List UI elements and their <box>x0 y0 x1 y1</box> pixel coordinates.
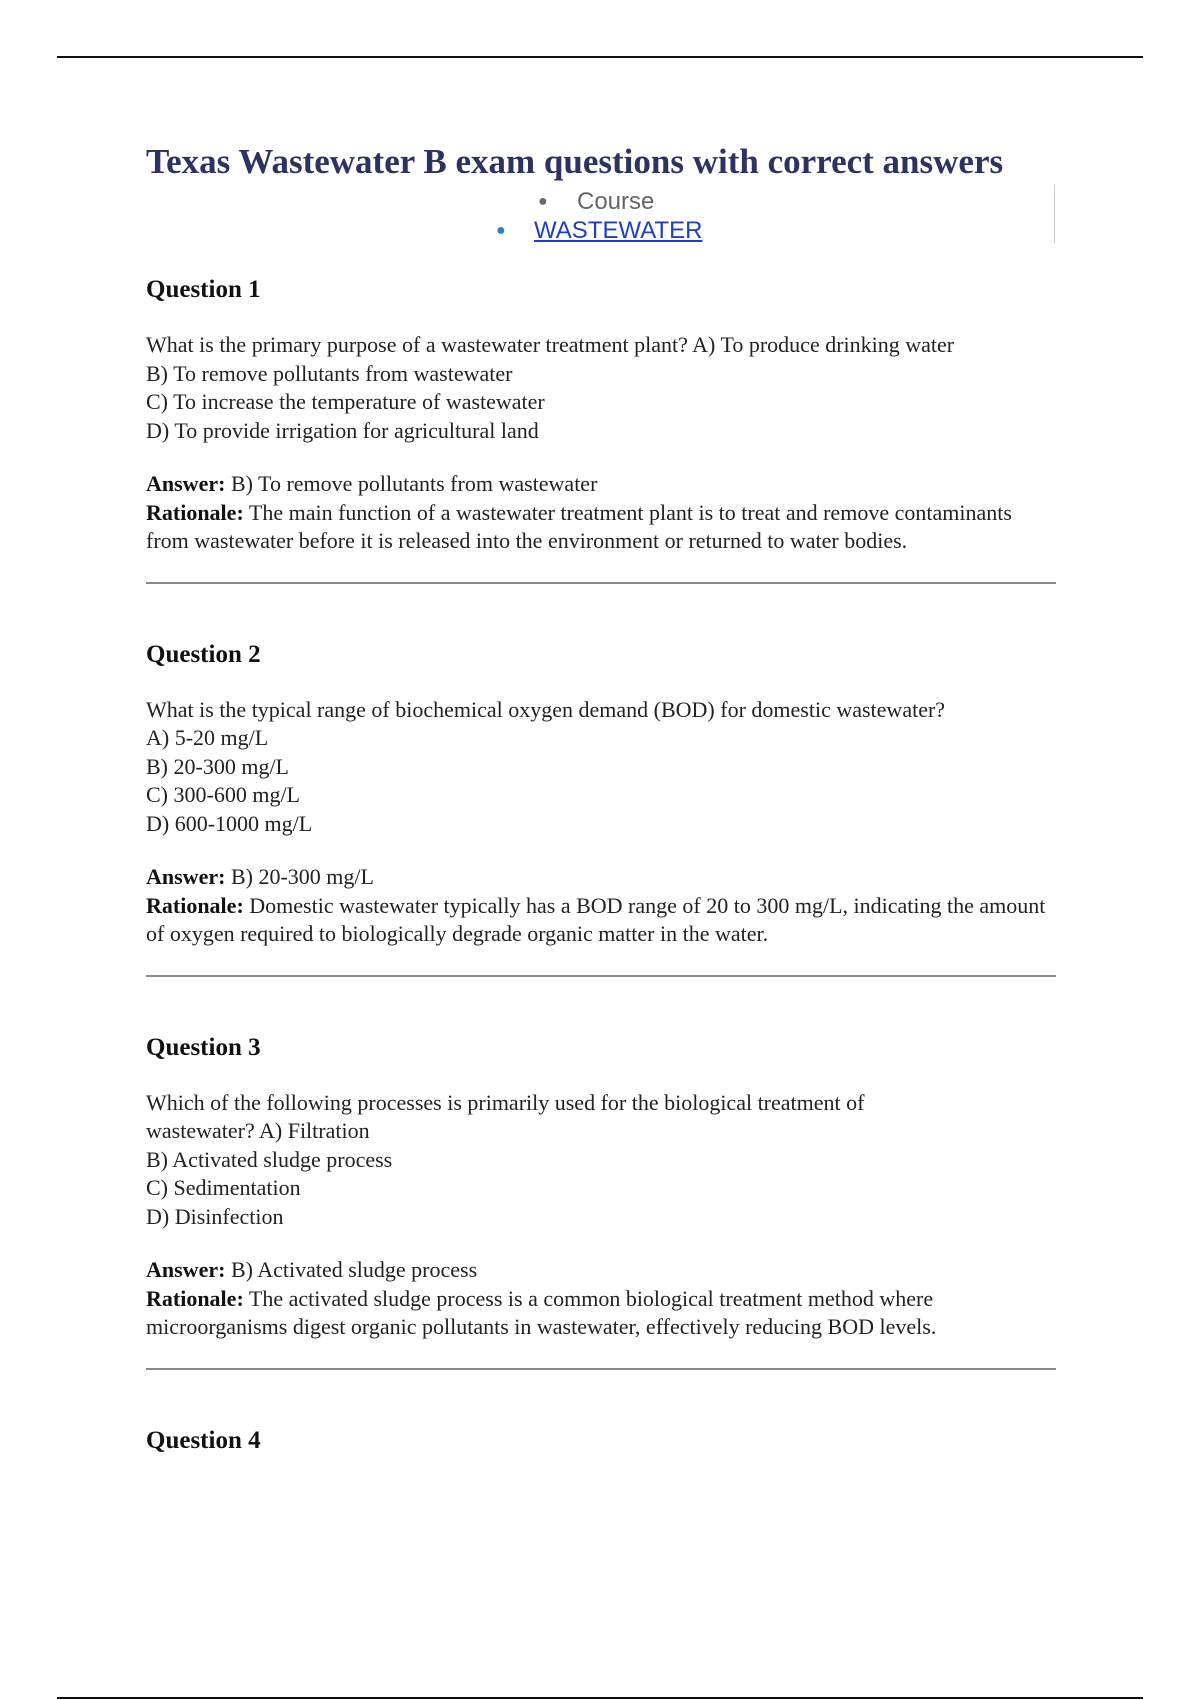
bullet-icon: ● <box>496 222 506 239</box>
option-line: D) 600-1000 mg/L <box>146 810 313 836</box>
question-heading: Question 3 <box>146 1033 261 1061</box>
option-line: B) Activated sludge process <box>146 1146 393 1172</box>
question-line: Which of the following processes is primarily used for the biological treatment of <box>146 1089 865 1115</box>
question-block <box>146 275 1056 584</box>
question-heading: Question 1 <box>146 276 261 303</box>
answer-block <box>146 1256 1056 1342</box>
question-heading: Question 4 <box>146 1426 261 1454</box>
answer-text: B) 20-300 mg/L <box>230 864 374 889</box>
rationale-text: The activated sludge process is a common biological treatment method where microorganisms digest organic pollutants in wastewater, effectively reducing BOD levels. <box>146 1285 937 1339</box>
question-heading: Question 2 <box>146 640 261 668</box>
question-text <box>146 1089 1056 1232</box>
answer-line <box>146 863 1056 892</box>
answer-label: Answer: <box>146 864 226 889</box>
page-title: Texas Wastewater B exam questions with correct answers <box>146 142 1004 181</box>
option-line: A) 5-20 mg/L <box>146 725 269 750</box>
answer-block <box>146 470 1056 556</box>
answer-text: B) To remove pollutants from wastewater <box>230 471 598 496</box>
question-text <box>146 331 1056 445</box>
top-rule <box>57 56 1143 58</box>
rationale-label: Rationale: <box>146 1285 244 1311</box>
question-block <box>146 640 1056 977</box>
option-line: B) To remove pollutants from wastewater <box>146 360 513 386</box>
bottom-rule <box>57 1697 1143 1699</box>
bullet-icon: ● <box>538 193 548 210</box>
course-label: Course <box>577 188 655 215</box>
question-text <box>146 696 1056 839</box>
option-line: C) 300-600 mg/L <box>146 782 300 807</box>
answer-block <box>146 863 1056 949</box>
separator <box>146 582 1056 584</box>
question-line: What is the primary purpose of a wastewater treatment plant? A) To produce drinking water <box>146 332 955 357</box>
rationale-label: Rationale: <box>146 499 244 525</box>
course-link[interactable]: WASTEWATER <box>534 217 703 244</box>
document-content <box>146 140 1056 1456</box>
answer-text: B) Activated sludge process <box>230 1257 478 1282</box>
option-line: D) Disinfection <box>146 1203 284 1229</box>
separator <box>146 1368 1056 1370</box>
rationale-text: Domestic wastewater typically has a BOD range of 20 to 300 mg/L, indicating the amount of oxygen required to biologically degrade organic matter in the water. <box>146 892 1046 946</box>
option-line: C) To increase the temperature of wastewater <box>146 389 545 414</box>
rationale-line <box>146 1285 1056 1342</box>
rationale-line <box>146 892 1056 949</box>
answer-label: Answer: <box>146 471 226 496</box>
answer-line <box>146 470 1056 499</box>
question-line: wastewater? A) Filtration <box>146 1118 370 1143</box>
course-meta <box>146 183 1056 245</box>
option-line: B) 20-300 mg/L <box>146 753 289 779</box>
rationale-label: Rationale: <box>146 892 244 918</box>
option-line: D) To provide irrigation for agricultural land <box>146 417 539 443</box>
question-block <box>146 1426 1056 1456</box>
divider <box>1054 185 1055 243</box>
rationale-text: The main function of a wastewater treatment plant is to treat and remove contaminants from wastewater before it is released into the environment or returned to water bodies. <box>146 499 1012 553</box>
answer-label: Answer: <box>146 1257 226 1282</box>
answer-line <box>146 1256 1056 1285</box>
question-line: What is the typical range of biochemical oxygen demand (BOD) for domestic wastewater? <box>146 696 946 722</box>
separator <box>146 975 1056 977</box>
question-block <box>146 1033 1056 1370</box>
rationale-line <box>146 499 1056 556</box>
option-line: C) Sedimentation <box>146 1175 301 1200</box>
